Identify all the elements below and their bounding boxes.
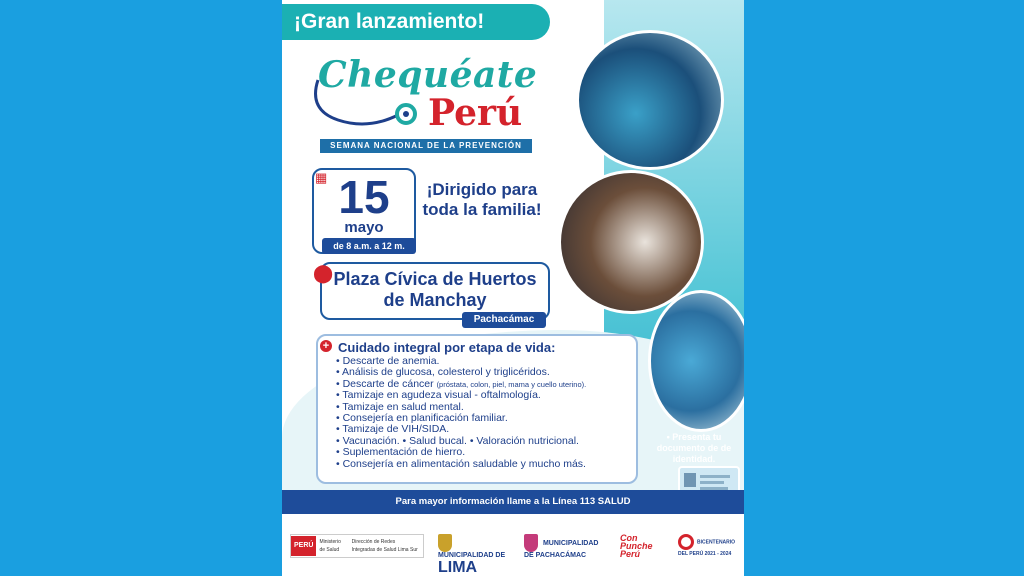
services-list <box>336 356 586 470</box>
service-item: • Vacunación. • Salud bucal. • Valoración nutricional. <box>336 436 586 447</box>
services-box <box>316 334 638 484</box>
location-pin-icon: ⬤ <box>313 263 334 283</box>
poster <box>282 0 744 576</box>
pachacamac-logo <box>524 534 608 559</box>
sponsor-logos <box>282 514 744 576</box>
event-day: 15 <box>338 171 390 223</box>
service-item-text: Descarte de cáncer <box>342 377 434 390</box>
event-district: Pachacámac <box>462 312 546 328</box>
service-item: • Consejería en planificación familiar. <box>336 413 586 424</box>
pachacamac-shield-icon <box>524 534 538 552</box>
health-cross-icon: + <box>320 340 332 352</box>
service-item: • Descarte de anemia. <box>336 356 586 367</box>
calendar-icon: ▦ <box>315 170 328 185</box>
con-punche-peru-logo: Con Punche Perú <box>620 533 653 559</box>
minsa-logo <box>290 534 424 558</box>
service-item: • Análisis de glucosa, colesterol y triglicéridos. <box>336 367 586 378</box>
lima-logo-top: MUNICIPALIDAD DE <box>438 552 506 559</box>
lima-shield-icon <box>438 534 452 552</box>
photo-vaccination <box>576 30 724 170</box>
id-note: • Presenta tu documento de de identidad. <box>656 432 732 464</box>
photo-dental-check <box>648 290 744 432</box>
lima-logo <box>438 534 508 576</box>
service-item-detail: (próstata, colon, piel, mama y cuello uterino). <box>436 379 587 389</box>
service-item: • Consejería en alimentación saludable y mucho más. <box>336 459 586 470</box>
service-item: • Tamizaje en salud mental. <box>336 402 586 413</box>
lima-logo-name: LIMA <box>438 559 478 576</box>
audience-text: ¡Dirigido para toda la familia! <box>422 180 542 219</box>
event-month: mayo <box>344 219 384 236</box>
bicentenario-text: BICENTENARIO DEL PERÚ 2021 - 2024 <box>678 539 736 557</box>
minsa-directorate: Dirección de Redes Integradas de Salud Lima Sur <box>351 539 418 553</box>
pachacamac-logo-name: MUNICIPALIDAD DE PACHACÁMAC <box>524 539 599 559</box>
launch-banner: ¡Gran lanzamiento! <box>282 4 550 40</box>
peru-flag-label: PERÚ <box>291 536 316 556</box>
photo-eye-exam <box>558 170 704 314</box>
bicentenario-ring-icon <box>678 534 694 550</box>
campaign-logo-title: Chequéate <box>318 54 538 96</box>
info-footer: Para mayor información llame a la Línea 113 SALUD <box>282 490 744 514</box>
campaign-logo-country: Perú <box>428 92 523 134</box>
bicentenario-logo <box>678 534 736 556</box>
service-item: • Tamizaje en agudeza visual - oftalmología. <box>336 390 586 401</box>
event-hours: de 8 a.m. a 12 m. <box>322 238 416 254</box>
minsa-name: Ministerio de Salud <box>319 539 341 553</box>
campaign-subtitle: SEMANA NACIONAL DE LA PREVENCIÓN <box>320 139 532 153</box>
event-place: Plaza Cívica de Huertos de Manchay <box>333 269 537 310</box>
service-item: • Suplementación de hierro. <box>336 447 586 458</box>
services-title: Cuidado integral por etapa de vida: <box>338 340 556 355</box>
service-item: • Tamizaje de VIH/SIDA. <box>336 424 586 435</box>
